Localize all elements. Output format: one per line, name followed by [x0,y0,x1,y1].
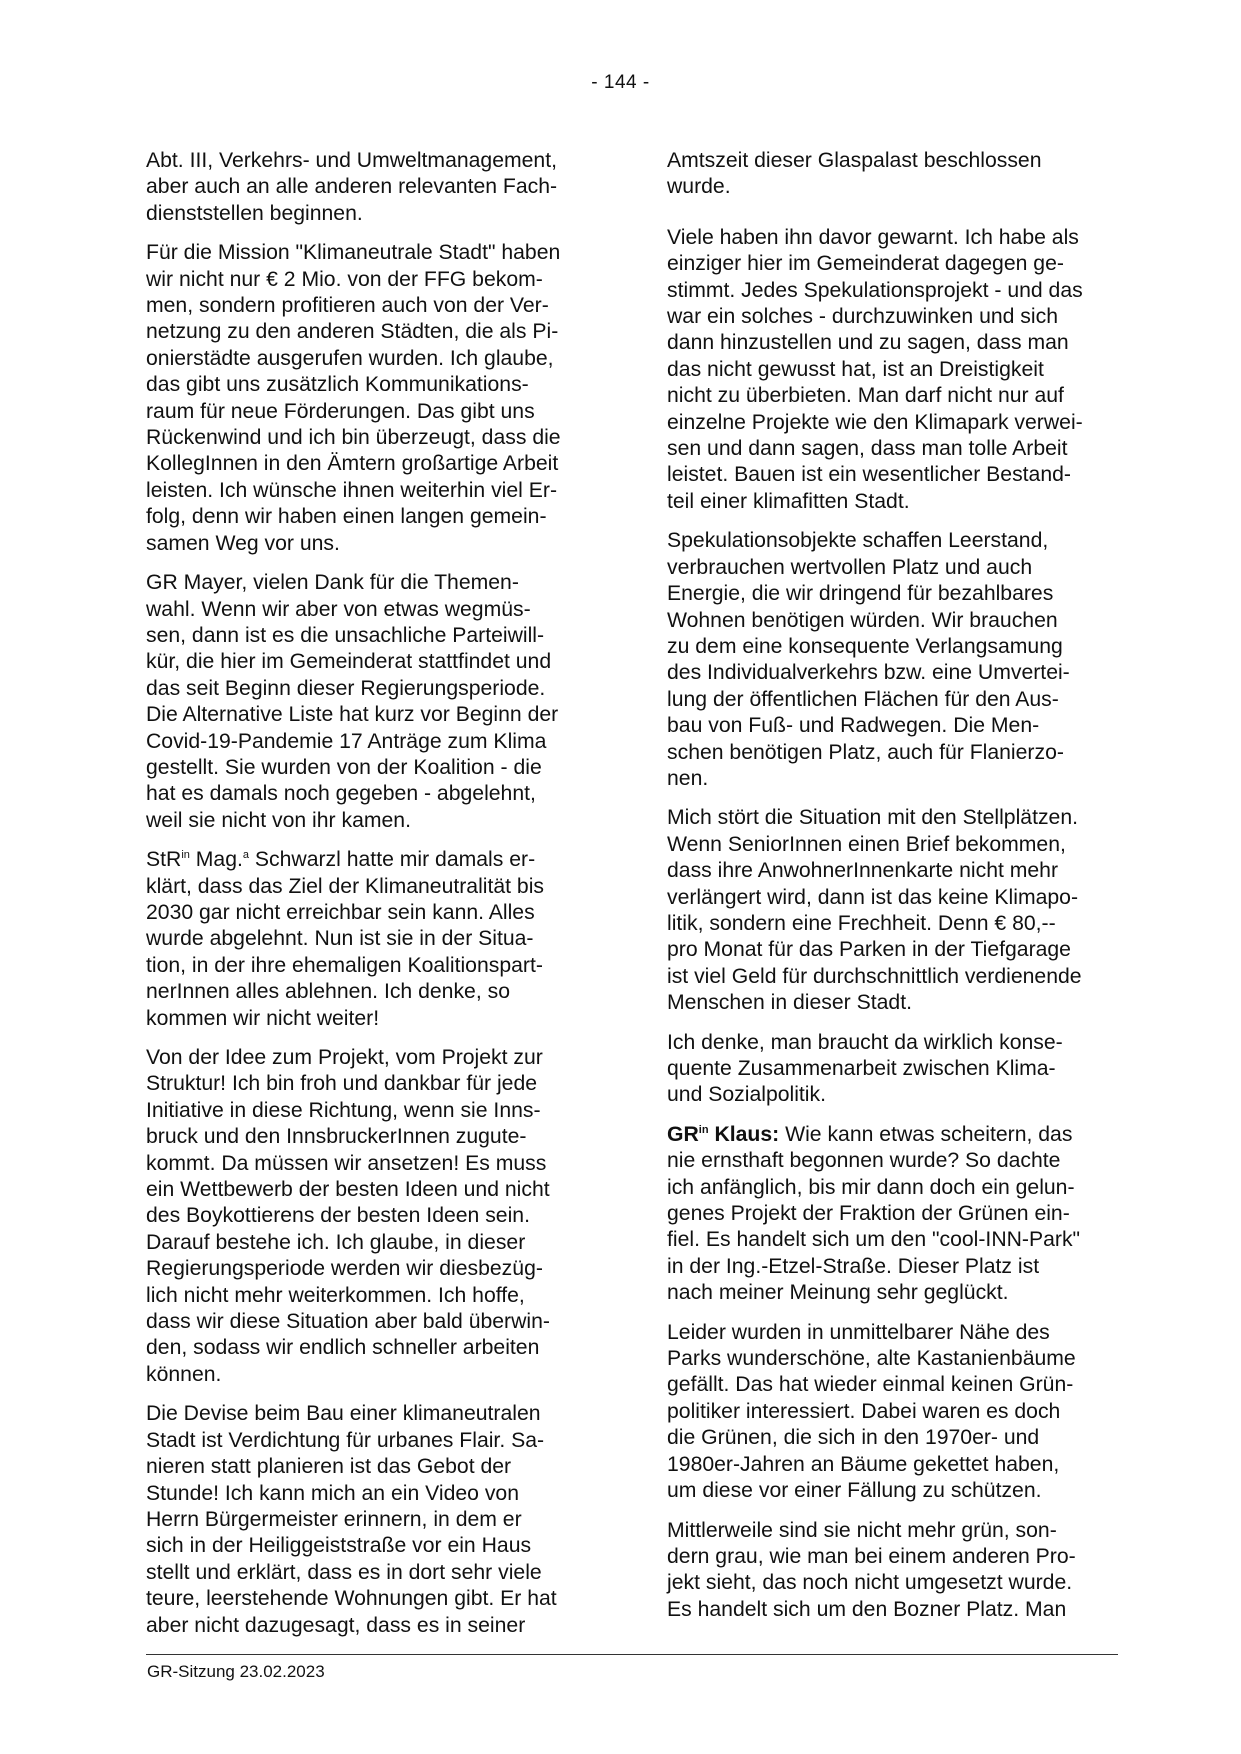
right-column [667,148,1121,1636]
degree-abbrev: Mag. [189,848,243,872]
speaker-name: Klaus: [708,1122,780,1146]
paragraph: Ich denke, man braucht da wirklich konse- quente Zusammenarbeit zwischen Klima- und Sozialpolitik. [667,1030,1063,1107]
degree-superscript: a [242,849,250,862]
paragraph: Die Devise beim Bau einer klimaneutralen Stadt ist Verdichtung für urbanes Flair. Sa- nieren statt planieren ist das Gebot der Stunde! Ich kann mich an ein Video von Herrn Bürgermeister erinnern, in dem er sich in der Heiliggeiststraße vor ein Haus stellt und erklärt, dass es in dort sehr viele teure, leerstehende Wohnungen gibt. Er hat aber nicht dazugesagt, dass es in seiner [146,1402,557,1637]
speaker-superscript: in [698,1123,709,1136]
paragraph-text: Schwarzl hatte mir damals er- klärt, dass das Ziel der Klimaneutralität bis 2030 gar nicht erreichbar sein kann. Alles wurde abgelehnt. Nun ist sie in der Situa- tion, in der ihre ehemaligen Koalitionspart- nerInnen alles ablehnen. Ich denke, so kommen wir nicht weiter! [146,848,545,1030]
paragraph-klaus [667,1122,1121,1307]
paragraph: Von der Idee zum Projekt, vom Projekt zur Struktur! Ich bin froh und dankbar für jede Initiative in diese Richtung, wenn sie Inns- bruck und den InnsbruckerInnen zugute- kommt. Da müssen wir ansetzen! Es muss ein Wettbewerb der besten Ideen und nicht des Boykottierens der besten Ideen sein. Darauf bestehe ich. Ich glaube, in dieser Regierungsperiode werden wir diesbezüg- lich nicht mehr weiterkommen. Ich hoffe, dass wir diese Situation aber bald überwin- den, sodass wir endlich schneller arbeiten können. [146,1046,550,1386]
title-superscript: in [181,849,190,862]
paragraph: Leider wurden in unmittelbarer Nähe des Parks wunderschöne, alte Kastanienbäume gefällt. Das hat wieder einmal keinen Grün- politiker interessiert. Dabei waren es doch die Grünen, die sich in den 1970er- und 1980er-Jahren an Bäume gekettet haben, um diese vor einer Fällung zu schützen. [667,1320,1076,1503]
paragraph: GR Mayer, vielen Dank für die Themen- wahl. Wenn wir aber von etwas wegmüs- sen, dann ist es die unsachliche Parteiwill- kür, die hier im Gemeinderat stattfindet und das seit Beginn dieser Regierungsperiode. Die Alternative Liste hat kurz vor Beginn der Covid-19-Pandemie 17 Anträge zum Klima gestellt. Sie wurden von der Koalition - die hat es damals noch gegeben - abgelehnt, weil sie nicht von ihr kamen. [146,571,559,832]
paragraph: Spekulationsobjekte schaffen Leerstand, verbrauchen wertvollen Platz und auch Energie, die wir dringend für bezahlbares Wohnen benötigen würden. Wir brauchen zu dem eine konsequente Verlangsamung des Individualverkehrs bzw. eine Umvertei- lung der öffentlichen Flächen für den Aus- bau von Fuß- und Radwegen. Die Men- schen benötigen Platz, auch für Flanierzo- nen. [667,529,1070,790]
paragraph-text: Wie kann etwas scheitern, das nie ernsthaft begonnen wurde? So dachte ich anfänglich, bis mir dann doch ein gelun- genes Projekt der Fraktion der Grünen ein- fiel. Es handelt sich um den "cool-INN-Park" in der Ing.-Etzel-Straße. Dieser Platz ist nach meiner Meinung sehr geglückt. [667,1122,1081,1305]
paragraph: Für die Mission "Klimaneutrale Stadt" haben wir nicht nur € 2 Mio. von der FFG bekom- men, sondern profitieren auch von der Ver- netzung zu den anderen Städten, die als Pi- onierstädte ausgerufen wurden. Ich glaube, das gibt uns zusätzlich Kommunikations- raum für neue Förderungen. Das gibt uns Rückenwind und ich bin überzeugt, dass die KollegInnen in den Ämtern großartige Arbeit leisten. Ich wünsche ihnen weiterhin viel Er- folg, denn wir haben einen langen gemein- samen Weg vor uns. [146,241,561,555]
paragraph: Amtszeit dieser Glaspalast beschlossen wurde. [667,149,1042,199]
paragraph: Mich stört die Situation mit den Stellplätzen. Wenn SeniorInnen einen Brief bekommen, dass ihre AnwohnerInnenkarte nicht mehr verlängert wird, dann ist das keine Klimapo- litik, sondern eine Frechheit. Denn € 80,-- pro Monat für das Parken in der Tiefgarage ist viel Geld für durchschnittlich verdienende Menschen in dieser Stadt. [667,806,1082,1015]
footer-divider [146,1654,1118,1655]
page-number: - 144 - [591,72,650,93]
paragraph: Viele haben ihn davor gewarnt. Ich habe als einziger hier im Gemeinderat dagegen ge- stimmt. Jedes Spekulationsprojekt - und das war ein solches - durchzuwinken und sich dann hinzustellen und zu sagen, dass man das nicht gewusst hat, ist an Dreistigkeit nicht zu überbieten. Man darf nicht nur auf einzelne Projekte wie den Klimapark verwei- sen und dann sagen, dass man tolle Arbeit leistet. Bauen ist ein wesentlicher Bestand- teil einer klimafitten Stadt. [667,225,1083,513]
title-abbrev: StR [146,848,182,872]
speaker-title: GR [667,1122,699,1146]
paragraph-schwarzl [146,847,600,1032]
footer-session-date: GR-Sitzung 23.02.2023 [147,1662,325,1681]
speaker-label [667,1123,779,1146]
left-column [146,148,600,1652]
paragraph: Abt. III, Verkehrs- und Umweltmanagement, aber auch an alle anderen relevanten Fach- dienststellen beginnen. [146,149,558,225]
paragraph: Mittlerweile sind sie nicht mehr grün, son- dern grau, wie man bei einem anderen Pro- jekt sieht, das noch nicht umgesetzt wurde. Es handelt sich um den Bozner Platz. Man [667,1518,1076,1621]
